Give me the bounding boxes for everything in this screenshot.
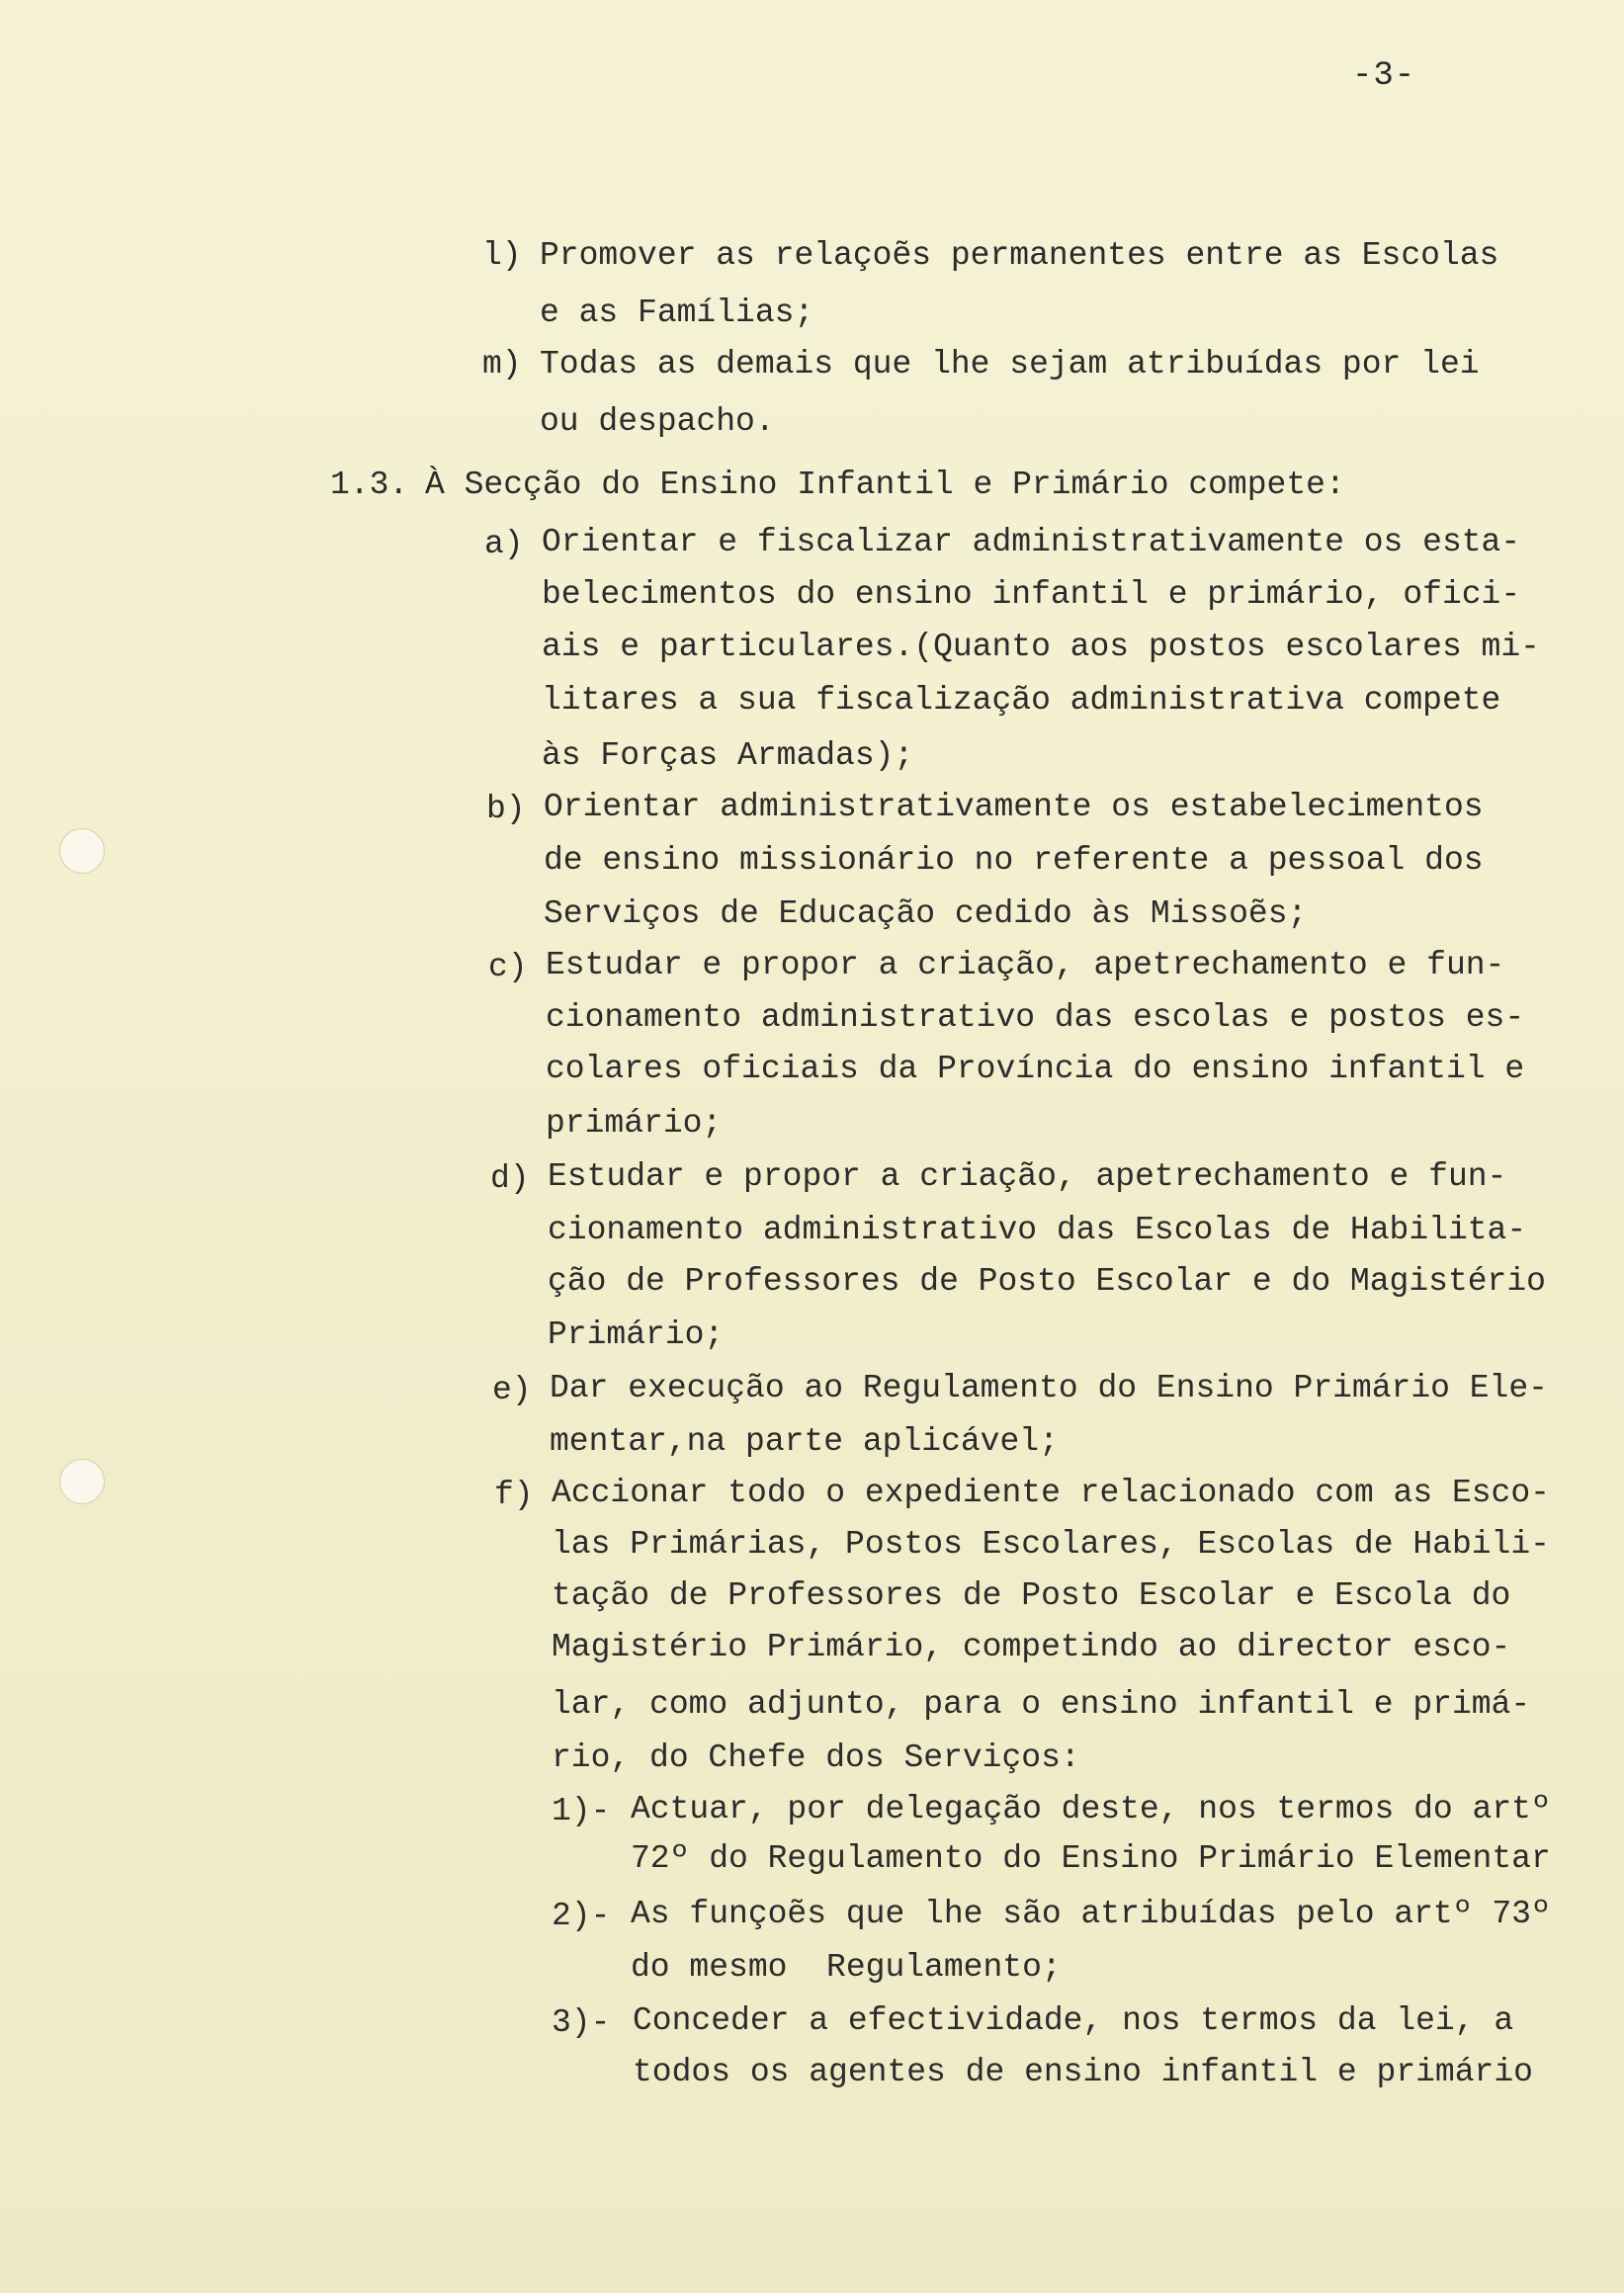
item-text: de ensino missionário no referente a pessoal dos: [544, 842, 1484, 879]
item-text: Orientar e fiscalizar administrativamente os esta-: [542, 524, 1521, 560]
item-text: Dar execução ao Regulamento do Ensino Primário Ele-: [550, 1370, 1548, 1406]
subitem-text: do mesmo Regulamento;: [631, 1949, 1062, 1986]
item-text: ou despacho.: [540, 403, 775, 440]
item-text: Serviços de Educação cedido às Missoẽs;: [544, 895, 1308, 932]
item-text: Accionar todo o expediente relacionado com as Esco-: [552, 1475, 1550, 1511]
item-text: cionamento administrativo das escolas e postos es-: [546, 999, 1525, 1036]
item-text: Primário;: [548, 1316, 725, 1353]
item-text: mentar,na parte aplicável;: [550, 1423, 1059, 1460]
subitem-text: todos os agentes de ensino infantil e primário: [633, 2054, 1533, 2090]
item-marker: b): [486, 791, 526, 827]
subitem-text: Actuar, por delegação deste, nos termos do artº: [631, 1791, 1551, 1827]
item-text: belecimentos do ensino infantil e primário, ofici-: [542, 576, 1521, 613]
item-marker: f): [494, 1477, 534, 1513]
item-text: Magistério Primário, competindo ao director esco-: [552, 1629, 1511, 1665]
subitem-marker: 1)-: [552, 1793, 611, 1829]
page-number: -3-: [1352, 57, 1416, 95]
item-text: Todas as demais que lhe sejam atribuídas por lei: [540, 346, 1480, 382]
item-marker: a): [484, 526, 524, 562]
subitem-text: 72º do Regulamento do Ensino Primário Elementar: [631, 1840, 1551, 1877]
item-text: las Primárias, Postos Escolares, Escolas de Habili-: [552, 1526, 1550, 1563]
item-text: colares oficiais da Província do ensino infantil e: [546, 1051, 1525, 1087]
subitem-text: Conceder a efectividade, nos termos da lei, a: [633, 2002, 1514, 2039]
item-text: primário;: [546, 1105, 723, 1142]
item-text: cionamento administrativo das Escolas de Habilita-: [548, 1212, 1527, 1248]
item-text: Orientar administrativamente os estabelecimentos: [544, 789, 1484, 825]
item-marker: e): [492, 1372, 532, 1408]
item-marker: m): [482, 346, 522, 382]
item-marker: c): [488, 949, 528, 985]
item-text: tação de Professores de Posto Escolar e Escola do: [552, 1577, 1511, 1614]
subitem-marker: 3)-: [552, 2004, 611, 2041]
item-text: ção de Professores de Posto Escolar e do Magistério: [548, 1263, 1546, 1300]
item-text: Promover as relaçoẽs permanentes entre as Escolas: [540, 237, 1499, 274]
item-marker: d): [490, 1160, 530, 1197]
item-text: às Forças Armadas);: [542, 737, 914, 774]
section-number: 1.3.: [330, 467, 409, 503]
subitem-text: As funçoẽs que lhe são atribuídas pelo artº 73º: [631, 1896, 1551, 1932]
item-text: lar, como adjunto, para o ensino infantil e primá-: [552, 1686, 1531, 1723]
item-text: litares a sua fiscalização administrativa compete: [542, 682, 1501, 719]
item-text: ais e particulares.(Quanto aos postos escolares mi-: [542, 629, 1540, 665]
punch-hole-bottom: [59, 1459, 105, 1504]
item-text: e as Famílias;: [540, 295, 814, 331]
punch-hole-top: [59, 828, 105, 874]
section-heading: À Secção do Ensino Infantil e Primário compete:: [425, 467, 1345, 503]
subitem-marker: 2)-: [552, 1898, 611, 1934]
item-marker: l): [482, 237, 522, 274]
item-text: Estudar e propor a criação, apetrechamento e fun-: [546, 947, 1505, 983]
item-text: rio, do Chefe dos Serviços:: [552, 1740, 1080, 1776]
item-text: Estudar e propor a criação, apetrechamento e fun-: [548, 1158, 1507, 1195]
